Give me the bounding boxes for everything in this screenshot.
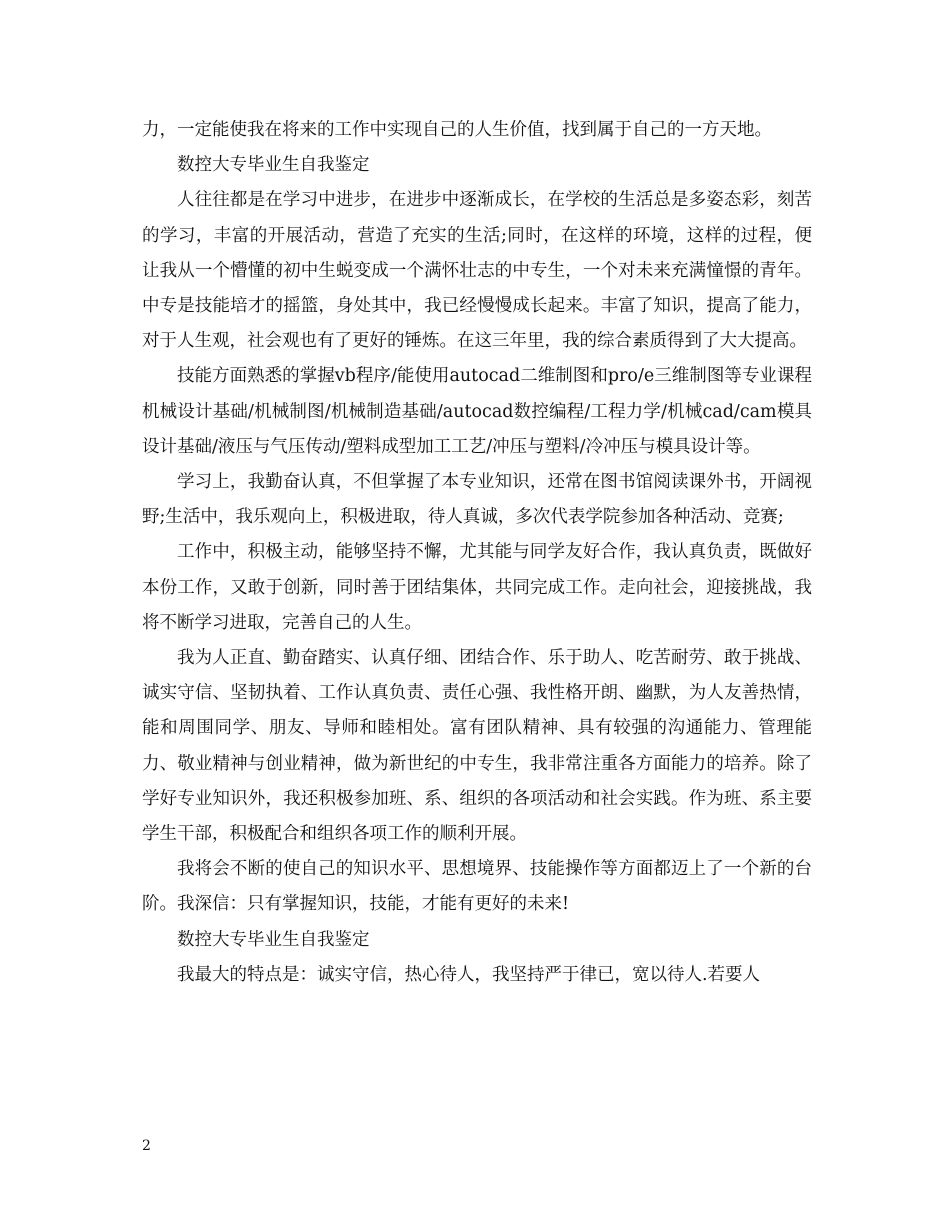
paragraph: 工作中，积极主动，能够坚持不懈，尤其能与同学友好合作，我认真负责，既做好本份工作，又敢于创新，同时善于团结集体，共同完成工作。走向社会，迎接挑战，我将不断学习进取，完善自己的人生。 (142, 542, 812, 633)
paragraph: 我为人正直、勤奋踏实、认真仔细、团结合作、乐于助人、吃苦耐劳、敢于挑战、诚实守信、坚韧执着、工作认真负责、责任心强、我性格开朗、幽默，为人友善热情，能和周围同学、朋友、导师和睦相处。富有团队精神、具有较强的沟通能力、管理能力、敬业精神与创业精神，做为新世纪的中专生，我非常注重各方面能力的培养。除了学好专业知识外，我还积极参加班、系、组织的各项活动和社会实践。作为班、系主要学生干部，积极配合和组织各项工作的顺利开展。 (142, 648, 812, 845)
section-heading: 数控大专毕业生自我鉴定 (177, 929, 370, 950)
paragraph: 技能方面熟悉的掌握vb程序/能使用autocad二维制图和pro/e三维制图等专业课程机械设计基础/机械制图/机械制造基础/autocad数控编程/工程力学/机械cad/cam模具设计基础/液压与气压传动/塑料成型加工工艺/冲压与塑料/冷冲压与模具设计等。 (142, 366, 812, 457)
page-number: 2 (142, 1138, 151, 1154)
document-body (142, 113, 812, 993)
paragraph: 学习上，我勤奋认真，不但掌握了本专业知识，还常在图书馆阅读课外书，开阔视野;生活中，我乐观向上，积极进取，待人真诚，多次代表学院参加各种活动、竞赛; (142, 472, 812, 528)
paragraph: 我将会不断的使自己的知识水平、思想境界、技能操作等方面都迈上了一个新的台阶。我深信：只有掌握知识，技能，才能有更好的未来! (142, 859, 812, 915)
paragraph: 人往往都是在学习中进步，在进步中逐渐成长，在学校的生活总是多姿态彩，刻苦的学习，丰富的开展活动，营造了充实的生活;同时，在这样的环境，这样的过程，便让我从一个懵懂的初中生蜕变成一个满怀壮志的中专生，一个对未来充满憧憬的青年。中专是技能培才的摇篮，身处其中，我已经慢慢成长起来。丰富了知识，提高了能力，对于人生观，社会观也有了更好的锤炼。在这三年里，我的综合素质得到了大大提高。 (142, 190, 812, 352)
paragraph-continuation: 力，一定能使我在将来的工作中实现自己的人生价值，找到属于自己的一方天地。 (142, 120, 772, 140)
section-heading: 数控大专毕业生自我鉴定 (177, 155, 370, 176)
paragraph: 我最大的特点是：诚实守信，热心待人，我坚持严于律已，宽以待人.若要人 (177, 964, 761, 985)
